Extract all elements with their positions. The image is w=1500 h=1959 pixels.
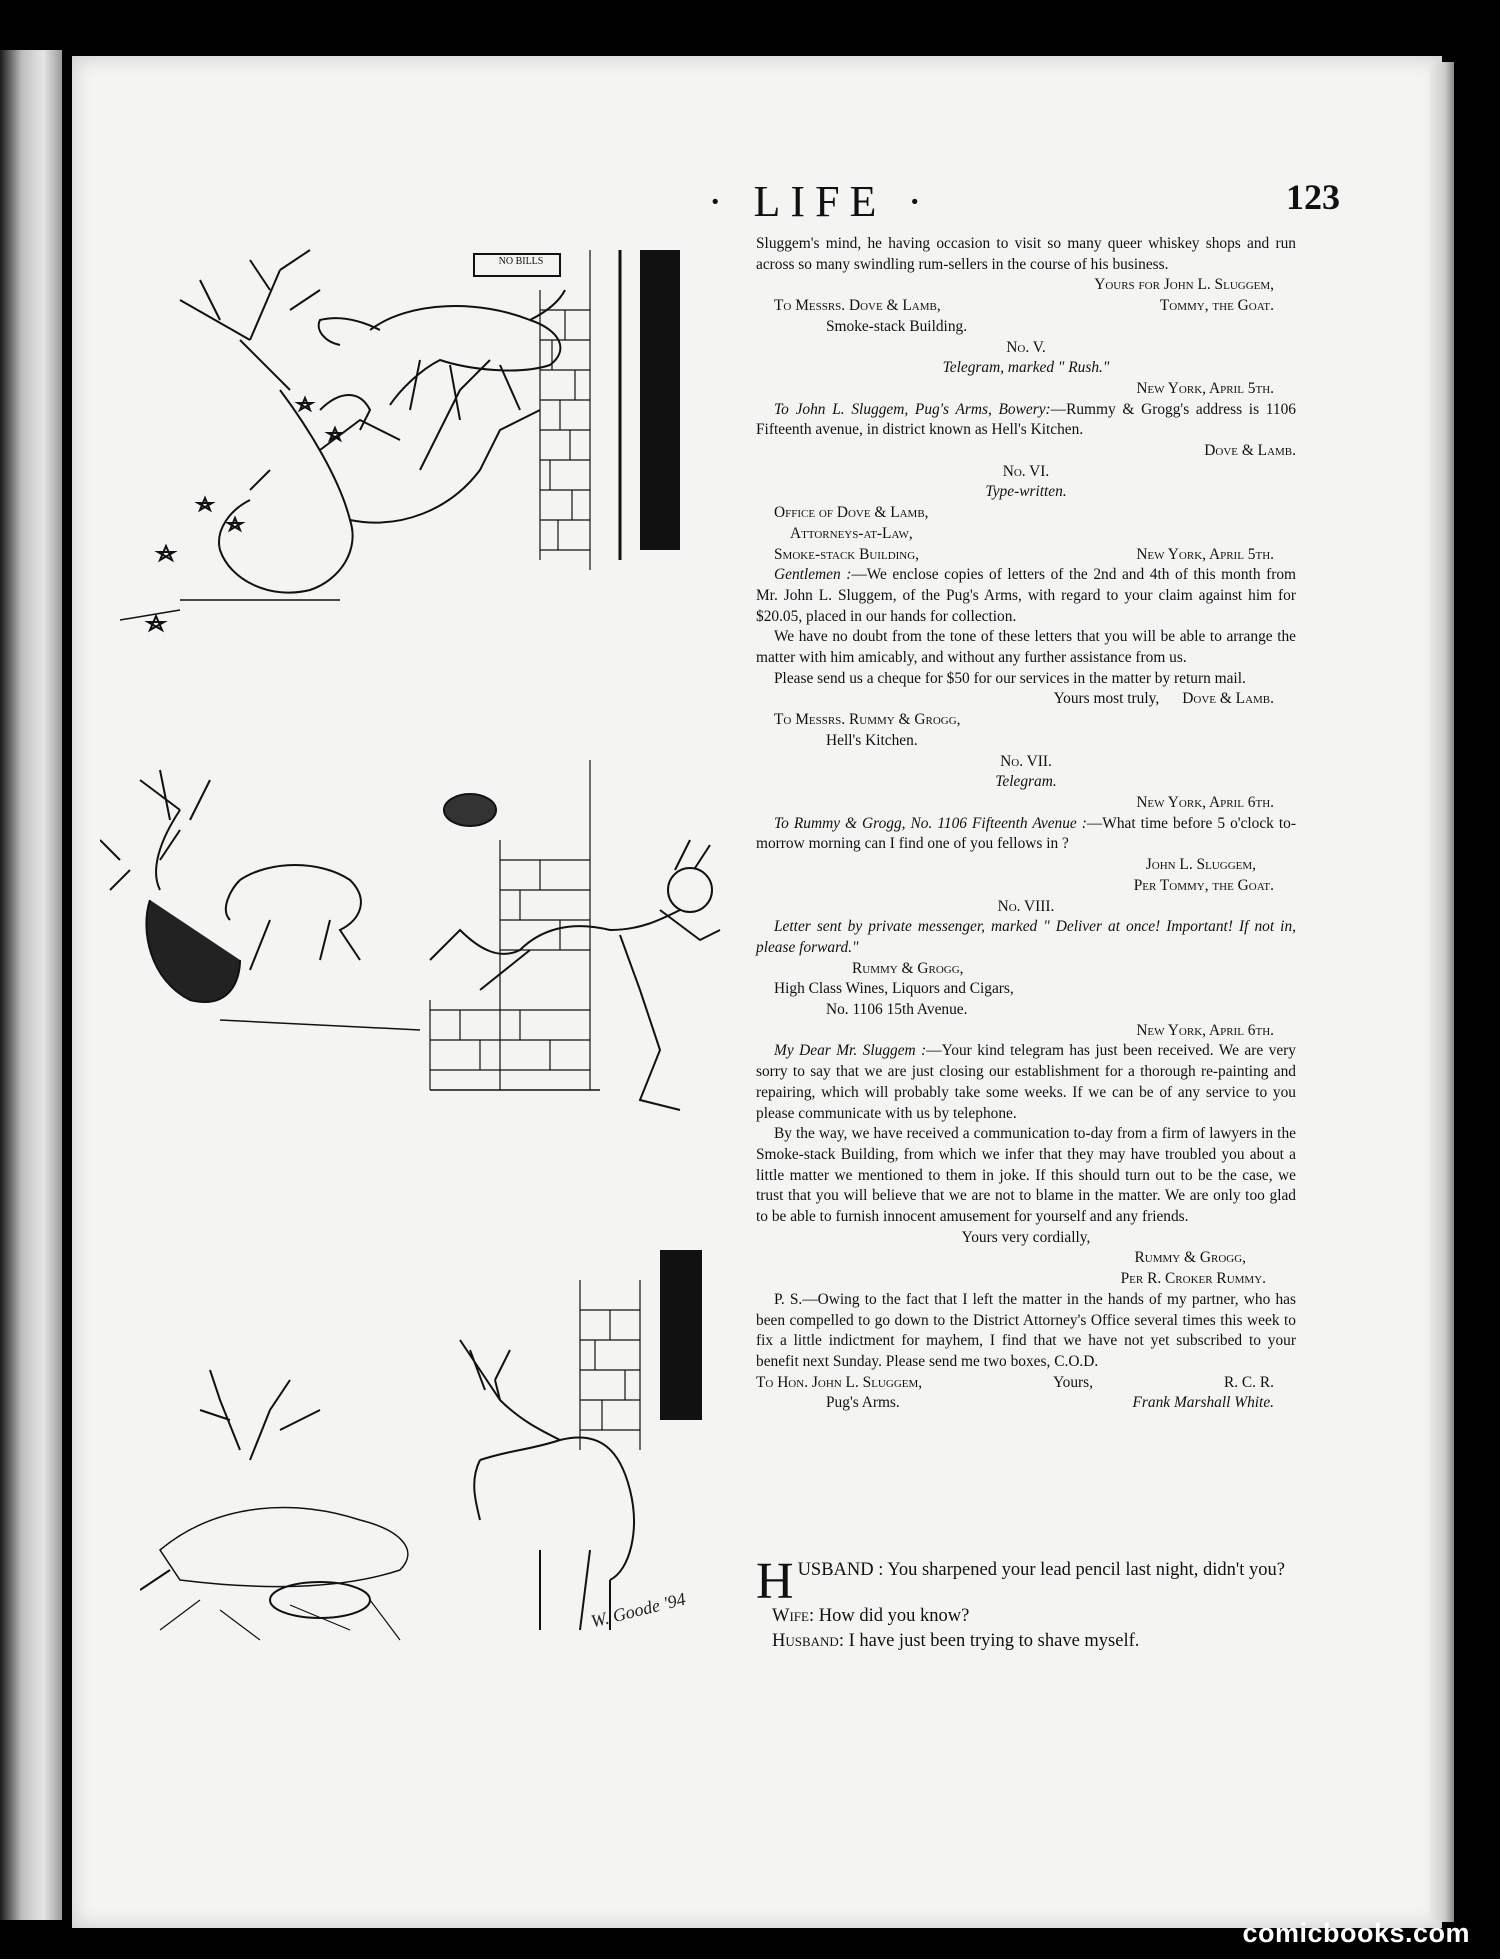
section-subheading-no7: Telegram. bbox=[995, 773, 1057, 791]
signoff-no8-3: Per R. Croker Rummy. bbox=[1120, 1270, 1266, 1288]
addressee-no6-line2: Hell's Kitchen. bbox=[826, 731, 918, 749]
no-bills-sign-text: NO BILLS bbox=[498, 256, 544, 267]
right-page-edge bbox=[1430, 62, 1454, 1922]
watermark: comicbooks.com bbox=[1242, 1918, 1470, 1948]
drop-cap: H bbox=[756, 1553, 794, 1610]
joke-line-1: USBAND : You sharpened your lead pencil last night, didn't you? bbox=[797, 1560, 1285, 1580]
closing-addressee: To Hon. John L. Sluggem, Yours, R. C. R. bbox=[756, 1373, 1274, 1391]
signoff-yours: Yours for John L. Sluggem, bbox=[1094, 276, 1274, 294]
section-subheading-no6: Type-written. bbox=[985, 483, 1067, 501]
paragraph-no7: To Rummy & Grogg, No. 1106 Fifteenth Avenue :—What time before 5 o'clock to-morrow morning can I find one of you fellows in ? bbox=[756, 814, 1296, 853]
paragraph-no6-2: We have no doubt from the tone of these letters that you will be able to arrange the matter with him amicably, and without any further assistance from us. bbox=[756, 628, 1296, 667]
paragraph-no6-1: Gentlemen :—We enclose copies of letters of the 2nd and 4th of this month from Mr. John L. Sluggem, of the Pug's Arms, with regard to your claim against him for $20.05, placed in our hands for collection. bbox=[756, 566, 1296, 625]
masthead-title: · LIFE · bbox=[707, 177, 933, 226]
illustration-goat-attack bbox=[120, 230, 720, 670]
text-column bbox=[756, 234, 1296, 1414]
signature-no7-2: Per Tommy, the Goat. bbox=[1133, 876, 1274, 894]
section-subheading-no8: Letter sent by private messenger, marked " Deliver at once! Important! If not in, please forward." bbox=[756, 918, 1296, 956]
signature-no7-1: John L. Sluggem, bbox=[1145, 856, 1256, 874]
section-heading-no6: No. VI. bbox=[1002, 462, 1050, 480]
joke-line-3: Husband: I have just been trying to shave myself. bbox=[772, 1631, 1140, 1651]
signoff-no8-1: Yours very cordially, bbox=[961, 1228, 1091, 1246]
paragraph-no8-1: My Dear Mr. Sluggem :—Your kind telegram has just been received. We are very sorry to say that we are just closing our establishment for a thorough re-painting and repairing, which will probably take some weeks. If we can be of any service to you please communicate with us by telephone. bbox=[756, 1042, 1296, 1122]
letterhead-line-2: Attorneys-at-Law, bbox=[790, 524, 913, 542]
artist-signature: W. Goode '94 bbox=[588, 1588, 688, 1632]
addressee-line: To Messrs. Dove & Lamb, Tommy, the Goat. bbox=[774, 297, 1274, 315]
section-heading-no8: No. VIII. bbox=[997, 897, 1055, 915]
page-number: 123 bbox=[1286, 177, 1340, 217]
letterhead-no8-1: Rummy & Grogg, bbox=[852, 959, 964, 977]
signature-no5: Dove & Lamb. bbox=[1204, 442, 1296, 460]
section-heading-no7: No. VII. bbox=[1000, 752, 1052, 770]
paragraph-postscript: P. S.—Owing to the fact that I left the matter in the hands of my partner, who has been compelled to go down to the District Attorney's Office several times this week to fix a little indictment for mayhem, I find that we have not yet subscribed to your benefit next Sunday. Please send me two boxes, C.O.D. bbox=[756, 1290, 1296, 1370]
address-line: Smoke-stack Building. bbox=[826, 317, 968, 335]
letterhead-line-3: Smoke-stack Building, New York, April 5th. bbox=[774, 545, 1274, 563]
closing-address: Pug's Arms. Frank Marshall White. bbox=[826, 1394, 1274, 1412]
paragraph-no5: To John L. Sluggem, Pug's Arms, Bowery:—Rummy & Grogg's address is 1106 Fifteenth avenue, in district known as Hell's Kitchen. bbox=[756, 400, 1296, 439]
date-no5: New York, April 5th. bbox=[1136, 379, 1274, 397]
paragraph-intro: Sluggem's mind, he having occasion to visit so many queer whiskey shops and run across so many swindling rum-sellers in the course of his business. bbox=[756, 235, 1296, 273]
joke-block bbox=[756, 1553, 1296, 1654]
letterhead-no8-3: No. 1106 15th Avenue. bbox=[826, 1001, 968, 1019]
illustration-man-fleeing bbox=[100, 760, 740, 1160]
section-heading-no5: No. V. bbox=[1006, 338, 1046, 356]
signoff-no6: Yours most truly, Dove & Lamb. bbox=[1053, 690, 1274, 708]
letterhead-no8-2: High Class Wines, Liquors and Cigars, bbox=[774, 980, 1014, 998]
date-no7: New York, April 6th. bbox=[1136, 793, 1274, 811]
joke-line-2: Wife: How did you know? bbox=[772, 1606, 970, 1626]
letterhead-line-1: Office of Dove & Lamb, bbox=[774, 504, 929, 522]
left-page-edge bbox=[0, 50, 62, 1920]
signoff-no8-2: Rummy & Grogg, bbox=[1134, 1249, 1246, 1267]
section-subheading-no5: Telegram, marked " Rush." bbox=[942, 359, 1110, 377]
date-no8: New York, April 6th. bbox=[1136, 1021, 1274, 1039]
paragraph-no6-3: Please send us a cheque for $50 for our services in the matter by return mail. bbox=[774, 669, 1246, 687]
addressee-no6: To Messrs. Rummy & Grogg, bbox=[774, 711, 961, 729]
paragraph-no8-2: By the way, we have received a communication to-day from a firm of lawyers in the Smoke-stack Building, from which we infer that they may have troubled you about a little matter we mentioned to them in joke. If this should turn out to be the case, we trust that you will believe that we are not to blame in the matter. We are only too glad to be able to furnish innocent amusement for yourself and any friends. bbox=[756, 1125, 1296, 1226]
